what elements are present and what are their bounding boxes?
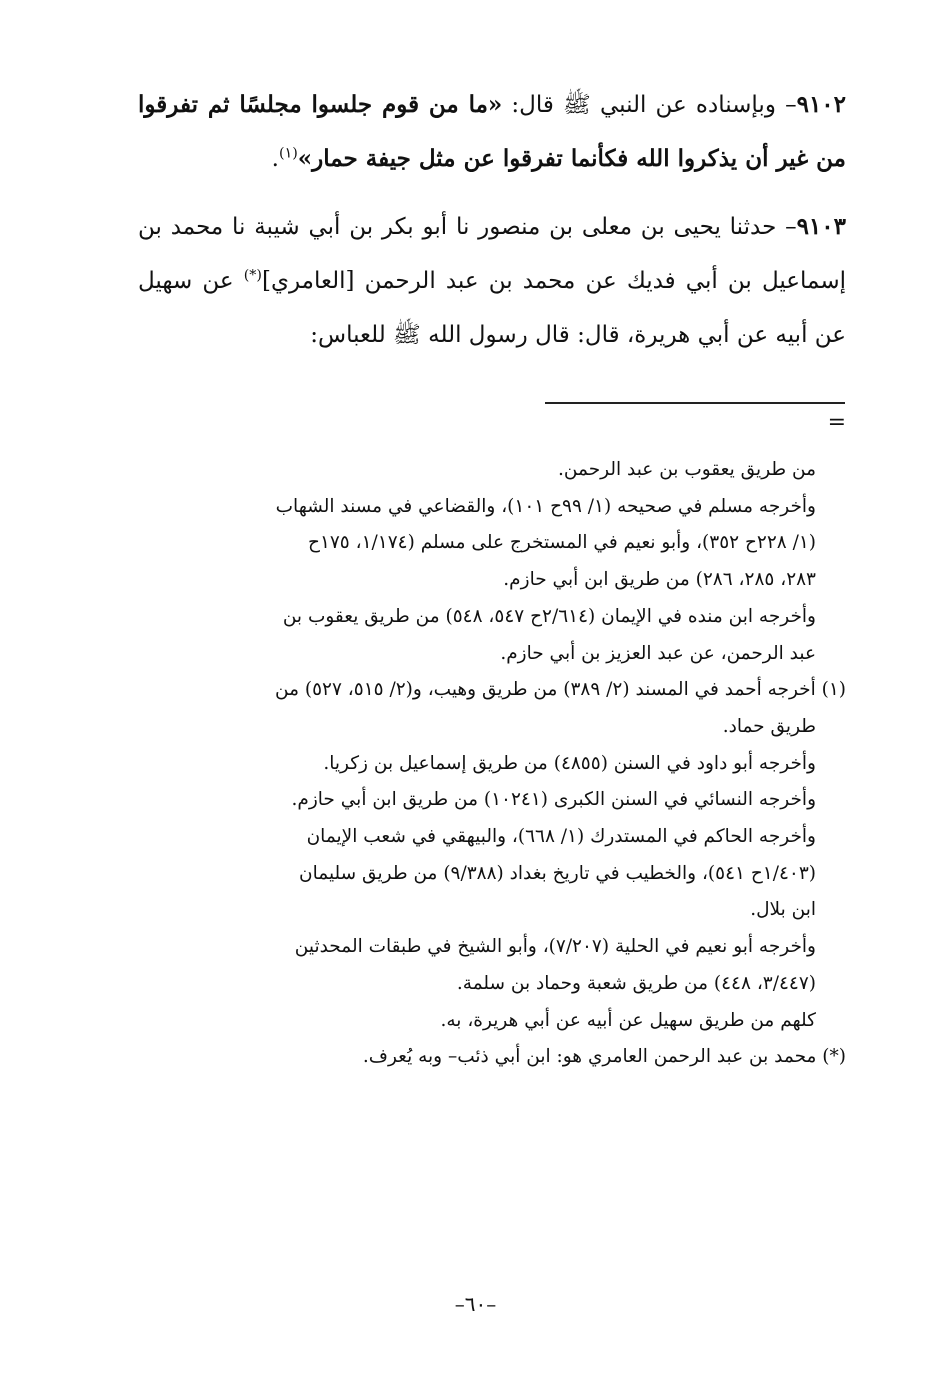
footnote-line: (٣/٤٤٧، ٤٤٨) من طريق شعبة وحماد بن سلمة.	[456, 972, 816, 994]
footnote-line: وأخرجه النسائي في السنن الكبرى (١٠٢٤١) من طريق ابن أبي حازم.	[291, 789, 816, 811]
footnotes	[138, 452, 846, 1076]
footnote-line: (*) محمد بن عبد الرحمن العامري هو: ابن أبي ذئب– وبه يُعرف.	[362, 1046, 846, 1068]
footnote-line: ٢٨٣، ٢٨٥، ٢٨٦) من طريق ابن أبي حازم.	[503, 569, 816, 591]
main-text	[138, 78, 846, 376]
footnote-line: من طريق يعقوب بن عبد الرحمن.	[558, 459, 816, 480]
page-number: –٦٠–	[454, 1292, 497, 1316]
footnote-line: وأخرجه أبو داود في السنن (٤٨٥٥) من طريق إسماعيل بن زكريا.	[323, 752, 816, 774]
footnote-divider	[545, 402, 845, 404]
hadith-9103	[138, 200, 846, 362]
hadith-intro: – وبإسناده عن النبي ﷺ قال:	[502, 92, 797, 118]
hadith-9102	[138, 78, 846, 186]
hadith-text: – حدثنا يحيى بن معلى بن منصور نا أبو بكر بن أبي شيبة نا محمد بن إسماعيل بن أبي فديك عن محمد بن عبد الرحمن [العامري]	[138, 214, 846, 294]
footnote-line: وأخرجه ابن منده في الإيمان (٢/٦١٤ح ٥٤٧، ٥٤٨) من طريق يعقوب بن	[282, 605, 816, 627]
footnote-line: (١/٤٠٣ح ٥٤١)، والخطيب في تاريخ بغداد (٩/٣٨٨) من طريق سليمان	[299, 862, 816, 884]
footnote-line: ابن بلال.	[750, 899, 816, 921]
footnote-line: (١) أخرجه أحمد في المسند (٢/ ٣٨٩) من طريق وهيب، و(٢/ ٥١٥، ٥٢٧) من	[275, 679, 846, 701]
footnote-line: كلهم من طريق سهيل عن أبيه عن أبي هريرة، به.	[440, 1009, 816, 1031]
hadith-text: عن سهيل عن أبيه عن أبي هريرة، قال: قال رسول الله ﷺ للعباس:	[138, 268, 846, 348]
footnote-ref: (١)	[278, 145, 298, 162]
footnote-line: طريق حماد.	[722, 715, 816, 737]
hadith-number: ٩١٠٢	[796, 91, 847, 118]
hadith-number: ٩١٠٣	[796, 213, 846, 240]
hadith-end: .	[271, 146, 279, 172]
footnote-ref: (*)	[243, 267, 262, 284]
hadith-quote: «ما من قوم جلسوا مجلسًا ثم تفرقوا من غير أن يذكروا الله فكأنما تفرقوا عن مثل جيفة حمار»	[138, 91, 846, 172]
footnote-line: وأخرجه مسلم في صحيحه (١/ ٩٩ح ١٠١)، والقضاعي في مسند الشهاب	[275, 495, 816, 517]
footnote-line: عبد الرحمن، عن عبد العزيز بن أبي حازم.	[500, 642, 816, 664]
footnote-line: (١/ ٢٢٨ح ٣٥٢)، وأبو نعيم في المستخرج على مسلم (١/١٧٤، ١٧٥ح	[307, 532, 816, 554]
footnote-line: وأخرجه أبو نعيم في الحلية (٧/٢٠٧)، وأبو الشيخ في طبقات المحدثين	[294, 936, 816, 958]
footnote-line: وأخرجه الحاكم في المستدرك (١/ ٦٦٨)، والبيهقي في شعب الإيمان	[306, 826, 816, 848]
continuation-mark: =	[827, 410, 846, 435]
